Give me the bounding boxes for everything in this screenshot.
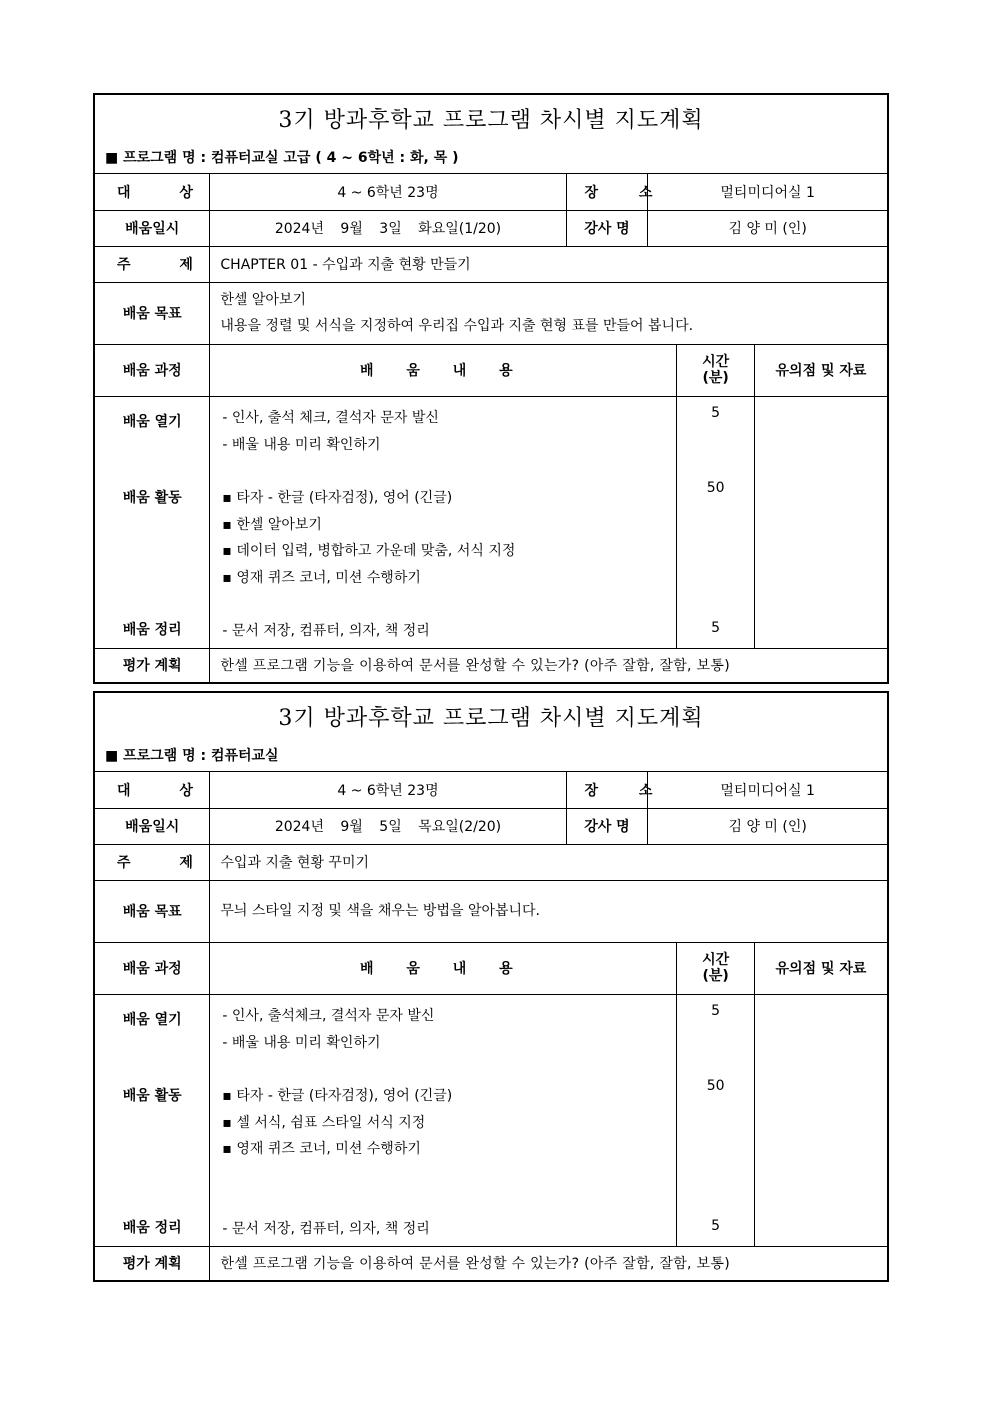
place-value: 멀티미디어실 1 [648, 174, 887, 210]
place-label: 장 소 [566, 772, 648, 808]
stage-activity: 배움 활동 [122, 489, 182, 506]
eval-label: 평가 계획 [95, 1246, 210, 1280]
program-name: ■ 프로그램 명 : 컴퓨터교실 고급 ( 4 ~ 6학년 : 화, 목 ) [105, 150, 459, 166]
notes-column [754, 994, 887, 1246]
content-line: - 배울 내용 미리 확인하기 [222, 1034, 381, 1051]
time-column [677, 994, 755, 1246]
eval-value: 한셀 프로그램 기능을 이용하여 문서를 완성할 수 있는가? (아주 잘함, 잘함, 보통) [210, 1246, 887, 1280]
stage-close: 배움 정리 [122, 621, 182, 638]
date-value: 2024년 9월 3일 화요일(1/20) [210, 210, 566, 246]
topic-value: 수입과 지출 현황 꾸미기 [210, 844, 887, 880]
time-header [677, 344, 755, 396]
target-label: 대 상 [95, 772, 210, 808]
content-header: 배 움 내 용 [210, 344, 677, 396]
time-value: 5 [711, 619, 721, 636]
goal-label: 배움 목표 [95, 880, 210, 942]
content-line: ▪ 한셀 알아보기 [222, 516, 322, 533]
place-value: 멀티미디어실 1 [648, 772, 887, 808]
date-value: 2024년 9월 5일 목요일(2/20) [210, 808, 566, 844]
lesson-plan-1 [93, 93, 889, 684]
target-value: 4 ~ 6학년 23명 [210, 174, 566, 210]
plan-header [95, 693, 887, 772]
content-line: ▪ 영재 퀴즈 코너, 미션 수행하기 [222, 1140, 421, 1157]
time-value: 50 [706, 1077, 725, 1094]
content-line: ▪ 타자 - 한글 (타자검정), 영어 (긴글) [222, 489, 453, 506]
process-label: 배움 과정 [95, 942, 210, 994]
plan-header [95, 95, 887, 174]
goal-value [210, 282, 887, 344]
plan-table [95, 174, 887, 682]
topic-label: 주 제 [95, 246, 210, 282]
teacher-value: 김 양 미 (인) [648, 808, 887, 844]
goal-value [210, 880, 887, 942]
eval-label: 평가 계획 [95, 648, 210, 682]
eval-value: 한셀 프로그램 기능을 이용하여 문서를 완성할 수 있는가? (아주 잘함, 잘함, 보통) [210, 648, 887, 682]
time-value: 50 [706, 479, 725, 496]
teacher-label: 강사 명 [566, 210, 648, 246]
content-line: - 인사, 출석체크, 결석자 문자 발신 [222, 1007, 435, 1024]
content-line: ▪ 타자 - 한글 (타자검정), 영어 (긴글) [222, 1087, 453, 1104]
stage-column [95, 994, 210, 1246]
goal-line: 무늬 스타일 지정 및 색을 채우는 방법을 알아봅니다. [220, 903, 541, 919]
plan-table [95, 772, 887, 1280]
target-value: 4 ~ 6학년 23명 [210, 772, 566, 808]
stage-close: 배움 정리 [122, 1219, 182, 1236]
time-value: 5 [711, 1217, 721, 1234]
stage-column [95, 396, 210, 648]
plan-title: 3기 방과후학교 프로그램 차시별 지도계획 [278, 108, 704, 133]
plan-title: 3기 방과후학교 프로그램 차시별 지도계획 [278, 706, 704, 731]
date-label: 배움일시 [95, 808, 210, 844]
time-value: 5 [711, 1002, 721, 1019]
notes-header: 유의점 및 자료 [754, 344, 887, 396]
notes-column [754, 396, 887, 648]
place-label: 장 소 [566, 174, 648, 210]
topic-label: 주 제 [95, 844, 210, 880]
time-header-text: 시간(분) [702, 354, 730, 386]
stage-open: 배움 열기 [122, 413, 182, 430]
target-label: 대 상 [95, 174, 210, 210]
content-header: 배 움 내 용 [210, 942, 677, 994]
stage-open: 배움 열기 [122, 1011, 182, 1028]
stage-activity: 배움 활동 [122, 1087, 182, 1104]
content-line: ▪ 데이터 입력, 병합하고 가운데 맞춤, 서식 지정 [222, 542, 516, 559]
time-value: 5 [711, 404, 721, 421]
topic-value: CHAPTER 01 - 수입과 지출 현황 만들기 [210, 246, 887, 282]
notes-header: 유의점 및 자료 [754, 942, 887, 994]
goal-line: 내용을 정렬 및 서식을 지정하여 우리집 수입과 지출 현형 표를 만들어 봅니다. [220, 318, 694, 334]
process-label: 배움 과정 [95, 344, 210, 396]
lesson-plan-2 [93, 691, 889, 1282]
time-column [677, 396, 755, 648]
content-column [210, 396, 677, 648]
time-header-text: 시간(분) [702, 952, 730, 984]
date-label: 배움일시 [95, 210, 210, 246]
goal-line: 한셀 알아보기 [220, 292, 307, 308]
content-line: - 문서 저장, 컴퓨터, 의자, 책 정리 [222, 1220, 430, 1237]
content-line: ▪ 셀 서식, 쉼표 스타일 서식 지정 [222, 1114, 426, 1131]
time-header [677, 942, 755, 994]
content-line: - 문서 저장, 컴퓨터, 의자, 책 정리 [222, 622, 430, 639]
program-name: ■ 프로그램 명 : 컴퓨터교실 [105, 748, 279, 764]
content-line: - 인사, 출석 체크, 결석자 문자 발신 [222, 409, 439, 426]
content-line: ▪ 영재 퀴즈 코너, 미션 수행하기 [222, 569, 421, 586]
content-column [210, 994, 677, 1246]
content-line: - 배울 내용 미리 확인하기 [222, 436, 381, 453]
goal-label: 배움 목표 [95, 282, 210, 344]
teacher-label: 강사 명 [566, 808, 648, 844]
teacher-value: 김 양 미 (인) [648, 210, 887, 246]
